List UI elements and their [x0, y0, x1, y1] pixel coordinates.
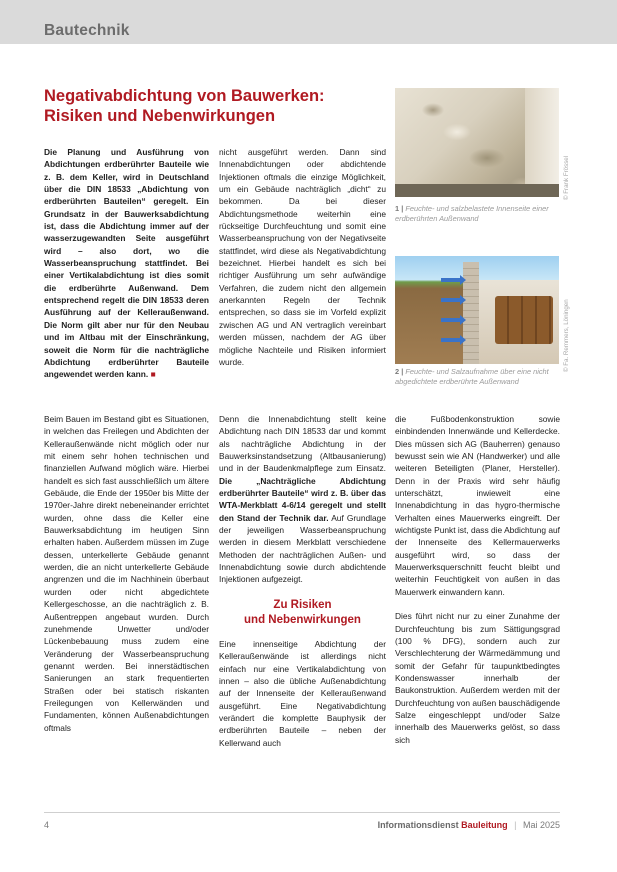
- body-column-1: [44, 413, 209, 734]
- damp-wall-photo: [525, 88, 559, 197]
- moisture-arrow-icon: [441, 278, 461, 282]
- body-column-3-paragraph-1: die Fußbodenkonstruktion sowie einbindenden Innenwände und Kellerdecke. Dies müssen sich AG (Bauherren) genauso bewusst sein wie AN (Handwerker) und alle weiteren Beteiligten (Planer, Hersteller). Denn in der Praxis wird sehr häufig unterschätzt, inwieweit eine Innenabdichtung in das hygro-thermische Verhalten eines Mauerwerks eingreift. Der wichtigste Punkt ist, dass die Abdichtung auf der Innenseite des Kellermauerwerks ausgeführt wird, so dass der Mauerwerksquerschnitt feucht bleibt und weiterhin Feuchtigkeit von außen in das Mauerwerk einwandern kann.: [395, 414, 560, 597]
- body-column-2-text-a: Denn die Innenabdichtung stellt keine Abdichtung nach DIN 18533 dar und kommt als nachträgliche Abdichtung in der Bauwerksinstandsetzung (Altbausanierung) und in der Baudenkmalpflege zum Einsatz.: [219, 414, 386, 474]
- photo-floor: [395, 184, 559, 197]
- lead-continuation-text: nicht ausgeführt werden. Dann sind Innenabdichtungen oder abdichtende Injektionen oftmals die einzige Möglichkeit, um ein Gebäude nachträglich „dicht“ zu bekommen. Da bei dieser Abdichtungsmethode weiterhin eine rückseitige Durchfeuchtung und somit eine Wasserbeanspruchung von der Negativseite stattfindet, wird diese als Negativabdichtung bezeichnet. Hierbei handelt es sich bei richtiger Ausführung um sehr aufwändige Verfahren, die zudem nicht den allgemein anerkannten Regeln der Technik entsprechen, so dass sie im Vorfeld explizit zwischen AG und AN vertraglich vereinbart werden müssen, nachdem der AG über mögliche Nachteile und Risiken informiert wurde.: [219, 147, 386, 367]
- figure-2-caption-text: Feuchte- und Salzaufnahme über eine nicht abgedichtete erdberührte Außenwand: [395, 367, 549, 386]
- article-title-line1: Negativabdichtung von Bauwerken:: [44, 87, 325, 105]
- body-column-1-text: Beim Bauen im Bestand gibt es Situationen, in welchen das Freilegen und Abdichten der Kelleraußenwände nicht möglich oder nur mit einem sehr hohen technischen und finanziellen Aufwand möglich wäre. Hierbei handelt es sich fast ausschließlich um ältere Gebäude, die Ende der 1950er bis Mitte der 1970er-Jahre direkt nebeneinander errichtet wurden, ohne dass die Keller eine Bauwerksabdichtung im heutigen Sinn erhalten haben. Außerdem müssen im Zuge dessen, unterkellerte Gebäude genannt werden, die an nicht unterkellerte Gebäude angrenzen und die im Nachhinein überbaut wurden oder nicht abgedichtete Kellergeschosse, an die nachträglich z. B. Außentreppen angebaut wurden. Durch zunehmende Unwetter und/oder Lückenbebauung muss zudem eine Veränderung der Wasserbeanspruchung genannt werden. Bei innerstädtischen Sanierungen an stark frequentierten Straßen oder bei statisch riskanten Freilegungen von Kellerwänden und Fundamenten, können Außenabdichtungen oftmals: [44, 414, 209, 733]
- moisture-arrow-icon: [441, 338, 461, 342]
- issue-date: Mai 2025: [522, 820, 560, 830]
- figure-2-number: 2: [395, 367, 400, 376]
- publication-name-b: Bauleitung: [461, 820, 508, 830]
- figure-1-separator: |: [401, 204, 404, 213]
- body-column-3-paragraph-2: Dies führt nicht nur zu einer Zunahme der Durchfeuchtung bis zum Sättigungsgrad (100 % DFG), sondern auch zur Verschlechterung der Wärmedämmung und somit der Gefahr für taupunktbedingtes Kondenswasser innerhalb der Baukonstruktion. Außerdem werden mit der Durchfeuchtung von außen bauschädigende Salze eingeschleppt und/oder Salze innerhalb des Mauerwerks gelöst, so dass sich: [395, 611, 560, 745]
- body-column-2-paragraph-2: Eine innenseitige Abdichtung der Kelleraußenwände ist allerdings nicht einfach nur eine Vertikalabdichtung von innen – also die übliche Außenabdichtung auf der Innenseite der Kelleraußenwand ausgeführt. Eine Negativabdichtung verändert die komplette Bauphysik der erdberührten Bauteile – neben der Kellerwand auch: [219, 638, 386, 748]
- figure-1-caption: [395, 204, 563, 223]
- page-number: 4: [44, 820, 50, 830]
- figure-1-number: 1: [395, 204, 400, 213]
- subheading-line2: und Nebenwirkungen: [244, 613, 361, 626]
- figure-1-caption-text: Feuchte- und salzbelastete Innenseite einer erdberührten Außenwand: [395, 204, 549, 223]
- body-column-2: [219, 413, 386, 761]
- body-column-3: [395, 413, 560, 758]
- body-column-2-bold-text: Die „Nachträgliche Abdichtung erdberührter Bauteile“ wird z. B. über das WTA-Merkblatt 4-6/14 geregelt und stellt den Stand der Technik dar.: [219, 475, 386, 523]
- figure-2-caption: [395, 367, 563, 386]
- publication-info: [378, 820, 560, 830]
- moisture-arrow-icon: [441, 318, 461, 322]
- footer-divider: [44, 812, 560, 813]
- moisture-arrow-icon: [441, 298, 461, 302]
- subheading-line1: Zu Risiken: [273, 598, 332, 611]
- section-label: Bautechnik: [44, 22, 130, 39]
- end-marker-icon: ■: [150, 369, 156, 380]
- figure-1-credit: © Frank Frössel: [563, 155, 570, 200]
- subheading: [219, 598, 386, 628]
- figure-2-separator: |: [401, 367, 404, 376]
- lead-text: Die Planung und Ausführung von Abdichtungen erdberührter Bauteile wie z. B. dem Keller, wird in Deutschland über die DIN 18533 „Abdichtung von erdberührten Bauteilen“ geregelt. Ein Grundsatz in der Bauwerksabdichtung ist, dass die Abdichtung immer auf der wasserzugewandten Seite ausgeführt wird – also dort, wo die Wasserbeanspruchung stattfindet. Bei einer Vertikalabdichtung ist dies somit die erdberührte Außenwand. Dem entsprechend regelt die DIN 18533 deren Ausführung auf der Kelleraußenwand. Die Norm gilt aber nur für den Neubau und im Altbau mit der Einschränkung, soweit die Norm für die nachträgliche Abdichtung erdberührter Bauteile angewendet werden kann.: [44, 147, 209, 380]
- article-title-line2: Risiken und Nebenwirkungen: [44, 107, 276, 125]
- lead-paragraph: [44, 146, 209, 381]
- publication-separator: |: [514, 820, 517, 830]
- lead-continuation: [219, 146, 386, 368]
- article-title: [44, 86, 374, 126]
- figure-2-credit: © Fa. Remmers, Löningen: [563, 299, 570, 372]
- publication-name-a: Informationsdienst: [377, 820, 459, 830]
- body-column-2-paragraph-1: [219, 413, 386, 586]
- figure-1-image: [395, 88, 559, 197]
- wine-shelf: [495, 296, 553, 344]
- figure-2-image: [395, 256, 559, 364]
- body-column-2-text-b: Auf Grundlage der jeweiligen Wasserbeanspruchung werden in diesem Merkblatt verschiedene Methoden der nachträglichen Außen- und Innenabdichtung sowie durch abdichtende Injektionen aufgezeigt.: [219, 512, 386, 585]
